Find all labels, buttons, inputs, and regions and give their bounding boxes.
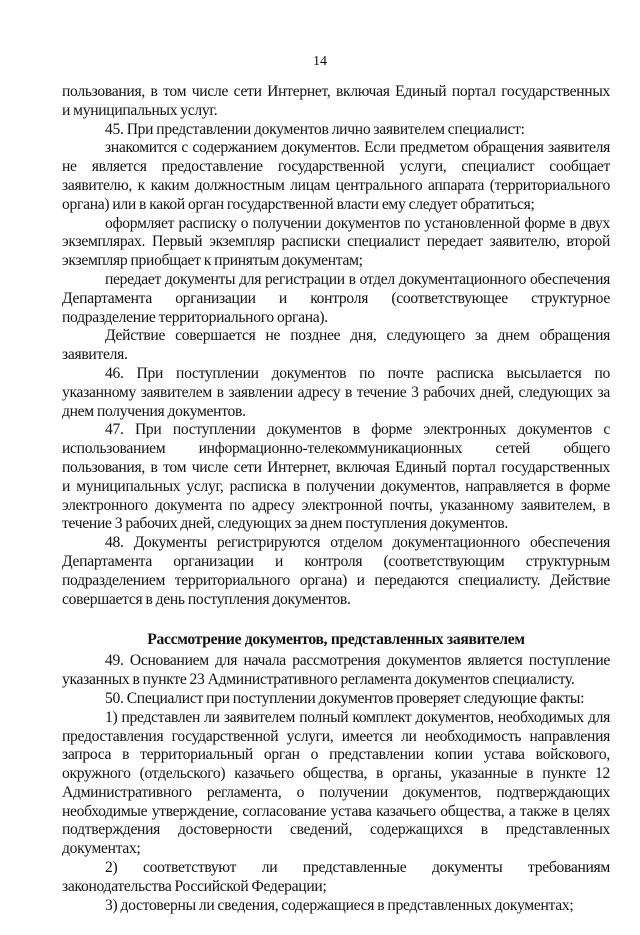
section-heading: Рассмотрение документов, представленных заявителем <box>147 631 525 649</box>
paragraph <box>62 365 610 421</box>
text-line: экземплярах. Первый экземпляр расписки специалист передает заявителю, второй <box>62 233 610 251</box>
page-number: 14 <box>313 54 327 69</box>
text-line: течение 3 рабочих дней, следующих за днем поступления документов. <box>62 515 509 533</box>
text-line: использованием информационно-телекоммуникационных сетей общего <box>62 440 610 458</box>
text-line: передает документы для регистрации в отдел документационного обеспечения <box>105 270 610 288</box>
text-line: Действие совершается не позднее дня, следующего за днем обращения <box>105 327 610 345</box>
paragraph <box>62 709 610 859</box>
text-line: пользования, в том числе сети Интернет, включая Единый портал государственных <box>62 83 610 100</box>
text-line: совершается в день поступления документов. <box>62 590 351 608</box>
text-line: Департамента организации и контроля (соответствующее структурное <box>62 289 610 307</box>
paragraph <box>62 215 610 271</box>
body-text-lower <box>62 652 610 915</box>
text-line: знакомится с содержанием документов. Если предметом обращения заявителя <box>105 139 610 157</box>
text-line: запроса в территориальный орган о представлении копии устава войскового, <box>62 746 610 764</box>
text-line: подразделение территориального органа). <box>62 308 328 326</box>
text-line: законодательства Российской Федерации; <box>62 877 327 895</box>
text-line: 49. Основанием для начала рассмотрения документов является поступление <box>105 652 610 670</box>
text-line: Административного регламента, о получении документов, подтверждающих <box>62 783 610 801</box>
text-line: экземпляр приобщает к принятым документам; <box>62 252 363 270</box>
paragraph <box>62 327 610 365</box>
text-line: днем получения документов. <box>62 402 246 420</box>
text-line: не является предоставление государственной услуги, специалист сообщает <box>62 158 610 176</box>
text-line: электронного документа по адресу электронной почты, указанному заявителем, в <box>62 496 610 514</box>
paragraph <box>62 690 610 709</box>
text-line: оформляет расписку о получении документов по установленной форме в двух <box>105 214 610 232</box>
text-line: 47. При поступлении документов в форме электронных документов с <box>105 421 610 439</box>
text-line: окружного (отдельского) казачьего общества, в органы, указанные в пункте 12 <box>62 765 610 783</box>
text-line: предоставления государственной услуги, имеется ли необходимость направления <box>62 727 610 745</box>
text-line: документах; <box>62 840 141 858</box>
text-line: пользования, в том числе сети Интернет, включая Единый портал государственных <box>62 458 610 476</box>
text-line: и муниципальных услуг. <box>62 101 218 119</box>
text-line: заявителю, к каким должностным лицам центрального аппарата (территориального <box>62 176 610 194</box>
text-line: заявителя. <box>62 346 128 364</box>
text-line: 48. Документы регистрируются отделом документационного обеспечения <box>105 534 610 552</box>
text-line: 2) соответствуют ли представленные документы требованиям <box>105 859 610 877</box>
paragraph <box>62 421 610 534</box>
text-line: 46. При поступлении документов по почте расписка высылается по <box>105 364 610 382</box>
text-line: 50. Специалист при поступлении документов проверяет следующие факты: <box>105 689 585 707</box>
paragraph <box>62 534 610 609</box>
body-text-upper <box>62 83 610 609</box>
text-line: 1) представлен ли заявителем полный комплект документов, необходимых для <box>105 708 610 726</box>
paragraph <box>62 271 610 327</box>
text-line: подтверждения достоверности сведений, содержащихся в представленных <box>62 821 610 839</box>
paragraph <box>62 121 610 140</box>
text-line: необходимые утверждение, согласование устава казачьего общества, а также в целях <box>62 802 610 820</box>
text-line: подразделением территориального органа) и передаются специалисту. Действие <box>62 571 610 589</box>
paragraph <box>62 652 610 690</box>
text-line: органа) или в какой орган государственной власти ему следует обратиться; <box>62 195 535 213</box>
text-line: 45. При представлении документов лично заявителем специалист: <box>105 120 525 138</box>
paragraph <box>62 83 610 121</box>
text-line: и муниципальных услуг, расписка в получении документов, направляется в форме <box>62 477 610 495</box>
paragraph <box>62 897 610 916</box>
text-line: Департамента организации и контроля (соответствующим структурным <box>62 552 610 570</box>
text-line: 3) достоверны ли сведения, содержащиеся в представленных документах; <box>105 896 574 914</box>
text-line: указанному заявителем в заявлении адресу в течение 3 рабочих дней, следующих за <box>62 383 610 401</box>
paragraph <box>62 139 610 214</box>
paragraph <box>62 859 610 897</box>
text-line: указанных в пункте 23 Административного регламента документов специалисту. <box>62 671 575 689</box>
